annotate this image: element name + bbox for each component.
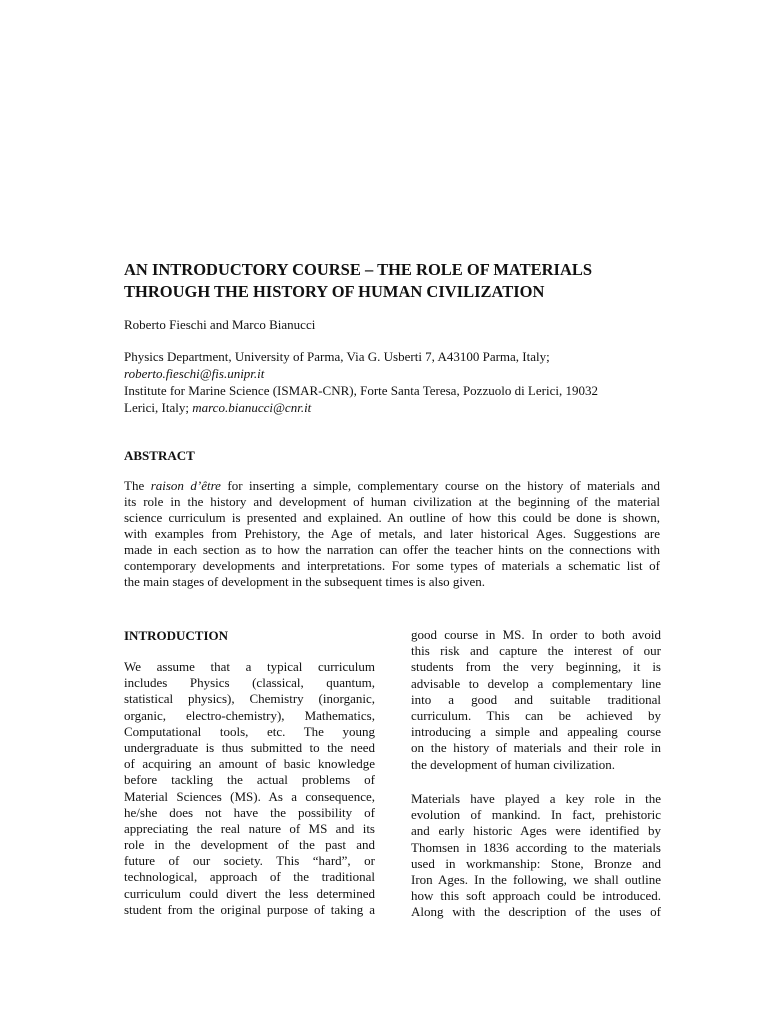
body-line: on the history of materials and their role in xyxy=(411,740,661,756)
author-list: Roberto Fieschi and Marco Bianucci xyxy=(124,317,316,332)
abstract-line: with examples from Prehistory, the Age of metals, and later historical Ages. Suggestions are xyxy=(124,526,660,541)
body-line: Material Sciences (MS). As a consequence, xyxy=(124,788,375,804)
abstract-line: made in each section as to how the narration can offer the teacher hints on the connections with xyxy=(124,542,660,557)
body-line: introducing a simple and appealing course xyxy=(411,724,661,740)
body-line: and early historic Ages were identified by xyxy=(411,823,661,839)
body-line: technological, approach of the traditional xyxy=(124,869,375,885)
email-link[interactable]: roberto.fieschi@fis.unipr.it xyxy=(124,366,265,381)
body-line: organic, electro-chemistry), Mathematics, xyxy=(124,707,375,723)
body-line: evolution of mankind. In fact, prehistoric xyxy=(411,807,661,823)
abstract-line: contemporary developments and interpretations. For some types of materials a schematic list of xyxy=(124,558,660,573)
body-line: future of our society. This “hard”, or xyxy=(124,853,375,869)
title-line: AN INTRODUCTORY COURSE – THE ROLE OF MATERIALS xyxy=(124,260,593,279)
body-line: he/she does not have the possibility of xyxy=(124,804,375,820)
abstract-text: The xyxy=(124,478,151,493)
body-line: into a good and suitable traditional xyxy=(411,691,661,707)
body-line: students from the very beginning, it is xyxy=(411,659,661,675)
introduction-heading: INTRODUCTION xyxy=(124,628,229,643)
introduction-left-column xyxy=(124,659,375,918)
abstract-italic-phrase: raison d’être xyxy=(150,478,221,493)
affiliation-line: Institute for Marine Science (ISMAR-CNR), Forte Santa Teresa, Pozzuolo di Lerici, 19032 xyxy=(124,383,598,398)
abstract-heading: ABSTRACT xyxy=(124,448,195,463)
body-line: how this soft approach could be introduced. xyxy=(411,888,661,904)
body-line: includes Physics (classical, quantum, xyxy=(124,675,375,691)
body-line: Thomsen in 1836 according to the materials xyxy=(411,839,661,855)
body-line: advisable to develop a complementary line xyxy=(411,675,661,691)
introduction-right-paragraph-1 xyxy=(411,627,661,773)
abstract-line: science curriculum is presented and explained. An outline of how this could be done is shown, xyxy=(124,510,660,525)
abstract-line: its role in the history and development of human civilization at the beginning of the material xyxy=(124,494,660,509)
body-line: undergraduate is thus submitted to the need xyxy=(124,739,375,755)
body-line: Iron Ages. In the following, we shall outline xyxy=(411,871,661,887)
body-line: before tackling the actual problems of xyxy=(124,772,375,788)
affiliations xyxy=(124,348,644,416)
body-line: role in the development of the past and xyxy=(124,837,375,853)
affiliation-text: Lerici, Italy; xyxy=(124,400,193,415)
body-line: used in workmanship: Stone, Bronze and xyxy=(411,855,661,871)
abstract-body xyxy=(124,478,660,590)
body-line: appreciating the real nature of MS and its xyxy=(124,820,375,836)
affiliation-line: Physics Department, University of Parma, Via G. Usberti 7, A43100 Parma, Italy; xyxy=(124,349,550,364)
abstract-line xyxy=(124,478,660,494)
body-line: Along with the description of the uses of xyxy=(411,904,661,920)
email-link[interactable]: marco.bianucci@cnr.it xyxy=(192,400,312,415)
body-line: curriculum. This can be achieved by xyxy=(411,707,661,723)
body-line: Materials have played a key role in the xyxy=(411,791,661,806)
body-line: Computational tools, etc. The young xyxy=(124,723,375,739)
body-line: statistical physics), Chemistry (inorganic, xyxy=(124,691,375,707)
affiliation-line xyxy=(124,399,644,416)
body-line: curriculum could divert the less determined xyxy=(124,885,375,901)
body-line: of acquiring an amount of basic knowledge xyxy=(124,756,375,772)
abstract-line: the main stages of development in the subsequent times is also given. xyxy=(124,574,486,589)
body-line: We assume that a typical curriculum xyxy=(124,659,375,674)
body-line: student from the original purpose of taking a xyxy=(124,901,375,917)
title-line: THROUGH THE HISTORY OF HUMAN CIVILIZATION xyxy=(124,282,545,301)
body-line: good course in MS. In order to both avoid xyxy=(411,627,661,642)
introduction-right-paragraph-2 xyxy=(411,791,661,921)
body-line: this risk and capture the interest of our xyxy=(411,643,661,659)
paper-title xyxy=(124,259,644,303)
abstract-text: for inserting a simple, complementary course on the history of materials and xyxy=(220,478,660,493)
body-line: the development of human civilization. xyxy=(411,756,615,772)
